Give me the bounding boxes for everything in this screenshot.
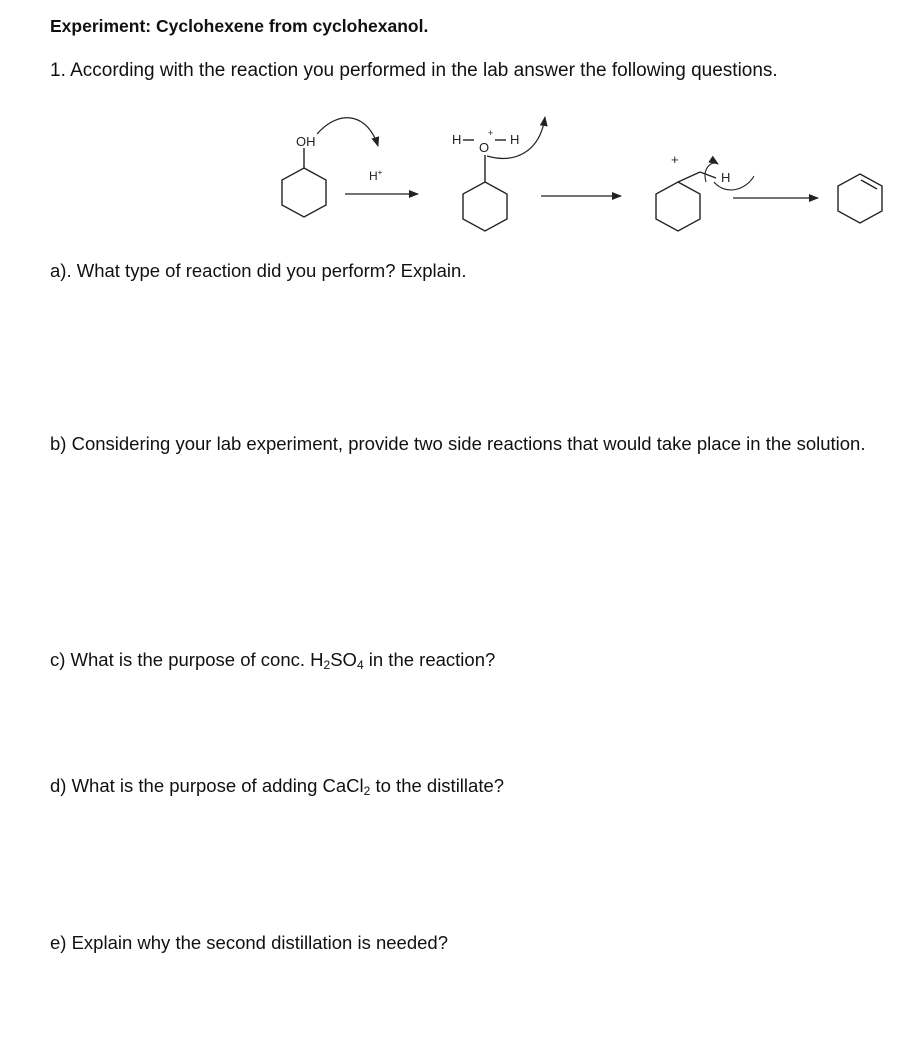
- question-a: a). What type of reaction did you perform? Explain.: [50, 260, 467, 281]
- question-e: e) Explain why the second distillation is needed?: [50, 932, 448, 953]
- h-right-label: H: [510, 132, 520, 147]
- question-d: d) What is the purpose of adding CaCl$_2$ to the distillate?: [50, 775, 505, 798]
- page-title: Experiment: Cyclohexene from cyclohexanol.: [50, 16, 429, 36]
- question-1: 1. According with the reaction you performed in the lab answer the following questions.: [50, 60, 778, 81]
- question-b: b) Considering your lab experiment, provide two side reactions that would take place in the solution.: [50, 433, 866, 454]
- question-c: c) What is the purpose of conc. $H_2SO_4$ in the reaction?: [50, 649, 496, 672]
- h-left-label: H: [452, 132, 462, 147]
- carbocation-molecule: [656, 172, 716, 231]
- reaction-scheme: [0, 100, 922, 250]
- cyclohexene-molecule: [838, 174, 882, 223]
- h-eliminated-label: H: [721, 170, 731, 185]
- cyclohexanol-molecule: [282, 148, 326, 217]
- curved-arrow-icon: [705, 163, 718, 182]
- carbocation-charge: +: [671, 152, 679, 167]
- oxygen-label: O: [479, 140, 490, 155]
- h-plus-label: H+: [369, 168, 383, 183]
- curved-arrow-icon: [317, 118, 378, 146]
- oh-label: OH: [296, 134, 316, 149]
- curved-arrow-icon: [714, 176, 754, 190]
- oxonium-charge: +: [488, 128, 494, 138]
